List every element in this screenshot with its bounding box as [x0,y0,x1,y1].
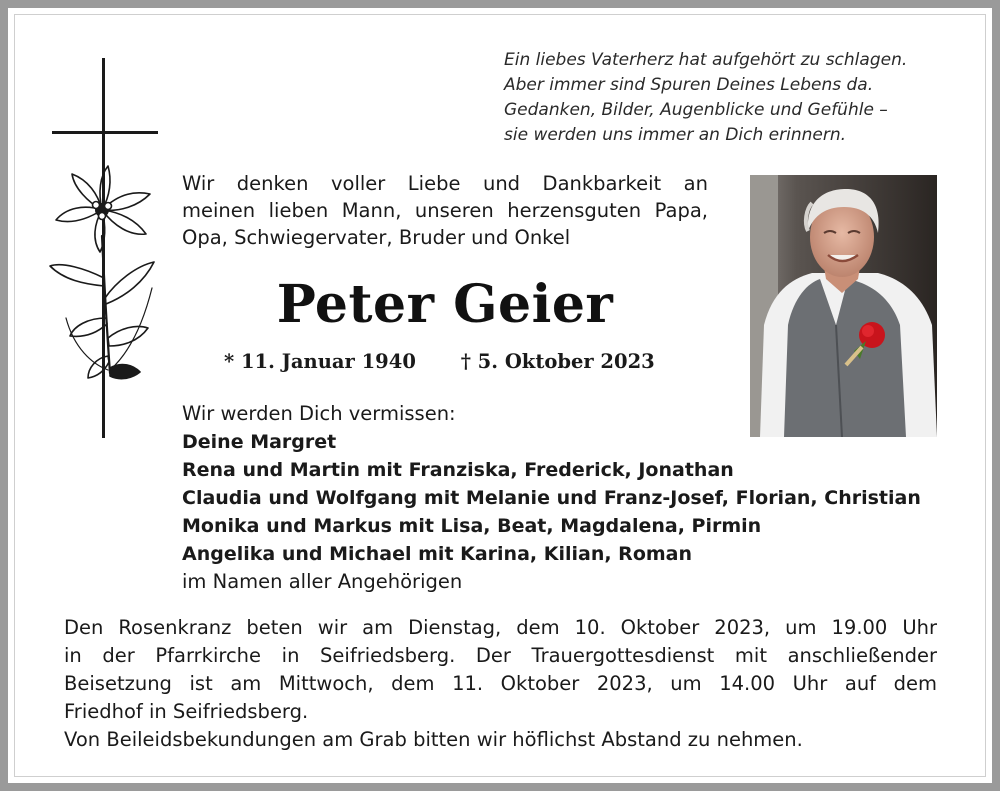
service-info [64,614,937,754]
death-date: † 5. Oktober 2023 [460,350,655,373]
service-line: Friedhof in Seifriedsberg. [64,700,309,723]
intro-line: Wir denken voller Liebe und Dankbarkeit an [182,172,708,195]
service-line: Beisetzung ist am Mittwoch, dem 11. Oktober 2023, um 14.00 Uhr auf dem [64,672,937,695]
poem-line: Gedanken, Bilder, Augenblicke und Gefühle – [504,100,888,120]
family-member: Angelika und Michael mit Karina, Kilian, Roman [182,543,693,565]
portrait-photo [750,175,937,437]
obituary-card [8,8,992,783]
service-line: Von Beileidsbekundungen am Grab bitten wir höflichst Abstand zu nehmen. [64,728,803,751]
family-intro: Wir werden Dich vermissen: [182,402,456,425]
deceased-name: Peter Geier [276,274,614,335]
service-line: Den Rosenkranz beten wir am Dienstag, dem 10. Oktober 2023, um 19.00 Uhr [64,616,937,639]
intro-line: meinen lieben Mann, unseren herzensguten Papa, [182,199,708,222]
poem [504,48,907,148]
intro-text [182,170,708,251]
family-member: Rena und Martin mit Franziska, Frederick, Jonathan [182,459,734,481]
edelweiss-icon [44,158,168,398]
life-dates [224,347,655,377]
family-member: Monika und Markus mit Lisa, Beat, Magdalena, Pirmin [182,515,762,537]
family-member: Deine Margret [182,431,337,453]
family-list [182,400,921,596]
poem-line: sie werden uns immer an Dich erinnern. [504,125,847,145]
family-member: Claudia und Wolfgang mit Melanie und Franz-Josef, Florian, Christian [182,487,921,509]
poem-line: Aber immer sind Spuren Deines Lebens da. [504,75,874,95]
birth-date: * 11. Januar 1940 [224,350,416,373]
family-closing: im Namen aller Angehörigen [182,570,463,593]
service-line: in der Pfarrkirche in Seifriedsberg. Der Trauergottesdienst mit anschließender [64,644,937,667]
intro-line: Opa, Schwiegervater, Bruder und Onkel [182,226,571,249]
poem-line: Ein liebes Vaterherz hat aufgehört zu schlagen. [504,50,908,70]
cross-horizontal-bar [52,131,158,134]
